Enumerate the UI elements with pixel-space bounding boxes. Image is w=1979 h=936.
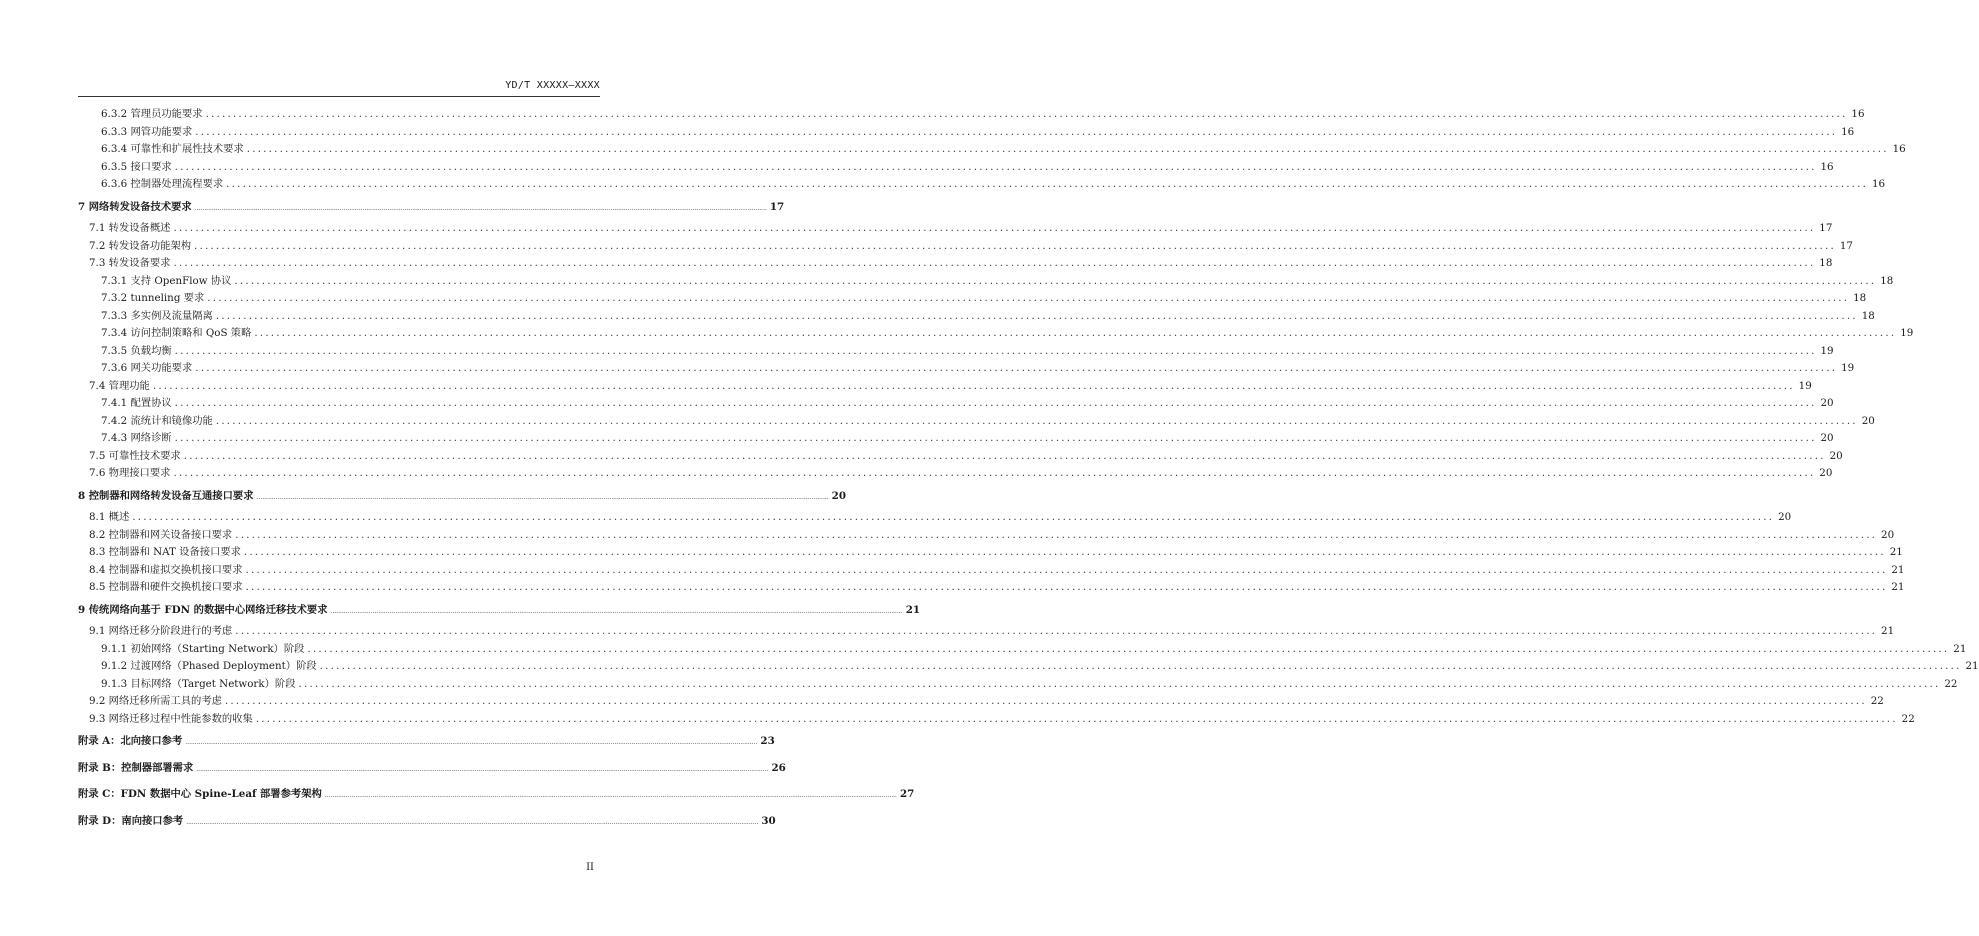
toc-entry-page: 20 bbox=[1820, 397, 1834, 409]
toc-leader-dots: ............................................................................................................................................................................................................................................................................................................ bbox=[235, 625, 1878, 637]
toc-leader-dots: ............................................................................................................................................................................................................................................................................................................ bbox=[174, 344, 1817, 357]
toc-leader-dots: ............................................................................................................................................................................................................................................................................................................ bbox=[234, 274, 1877, 287]
toc-entry-page: 22 bbox=[1944, 677, 1958, 690]
toc-entry[interactable] bbox=[78, 755, 786, 782]
toc-entry[interactable] bbox=[78, 509, 1792, 527]
toc-leader-dots: ............................................................................................................................................................................................................................................................................................................ bbox=[173, 467, 1816, 479]
toc-entry-page: 20 bbox=[1829, 449, 1843, 462]
toc-leader-dots: ............................................................................................................................................................................................................................................................................................................ bbox=[298, 677, 1941, 690]
toc-entry-title: 7.5 可靠性技术要求 bbox=[89, 449, 181, 462]
toc-entry[interactable] bbox=[78, 413, 1875, 431]
page-number: II bbox=[586, 862, 594, 873]
toc-entry-title: 7.3.3 多实例及流量隔离 bbox=[101, 309, 213, 322]
toc-entry[interactable] bbox=[78, 641, 1967, 659]
toc-entry-title: 9 传统网络向基于 FDN 的数据中心网络迁移技术要求 bbox=[78, 603, 328, 616]
toc-entry-page: 19 bbox=[1841, 362, 1855, 374]
toc-entry-page: 17 bbox=[769, 200, 785, 213]
toc-leader-dots: ............................................................................................................................................................................................................................................................................................................ bbox=[307, 642, 1950, 655]
toc-entry-page: 20 bbox=[1819, 467, 1833, 479]
toc-entry-title: 7.4.2 流统计和镜像功能 bbox=[101, 414, 213, 427]
toc-leader-dots: ............................................................................................................................................................................................................................................................................................................ bbox=[194, 204, 767, 212]
toc-entry-title: 附录 A：北向接口参考 bbox=[78, 735, 183, 747]
toc-leader-dots: ............................................................................................................................................................................................................................................................................................................ bbox=[194, 239, 1836, 252]
toc-entry-page: 16 bbox=[1851, 108, 1865, 120]
toc-entry-title: 8.5 控制器和硬件交换机接口要求 bbox=[89, 581, 243, 593]
toc-entry-page: 18 bbox=[1819, 257, 1833, 269]
toc-entry[interactable] bbox=[78, 676, 1958, 694]
toc-entry-page: 17 bbox=[1819, 222, 1833, 234]
toc-entry[interactable] bbox=[78, 711, 1915, 729]
toc-entry-title: 7.2 转发设备功能架构 bbox=[89, 239, 192, 252]
toc-leader-dots: ............................................................................................................................................................................................................................................................................................................ bbox=[174, 432, 1817, 444]
toc-leader-dots: ............................................................................................................................................................................................................................................................................................................ bbox=[207, 292, 1850, 304]
toc-entry[interactable] bbox=[78, 176, 1886, 194]
toc-entry[interactable] bbox=[78, 255, 1833, 273]
toc-entry-title: 8.4 控制器和虚拟交换机接口要求 bbox=[89, 563, 243, 576]
toc-entry-title: 6.3.4 可靠性和扩展性技术要求 bbox=[101, 143, 244, 155]
toc-leader-dots: ............................................................................................................................................................................................................................................................................................................ bbox=[243, 546, 1886, 558]
toc-entry[interactable] bbox=[78, 290, 1867, 308]
toc-entry-title: 附录 D：南向接口参考 bbox=[78, 814, 184, 827]
toc-entry[interactable] bbox=[78, 693, 1884, 711]
toc-entry-title: 7 网络转发设备技术要求 bbox=[78, 200, 192, 213]
toc-leader-dots: ............................................................................................................................................................................................................................................................................................................ bbox=[330, 607, 903, 615]
toc-leader-dots: ............................................................................................................................................................................................................................................................................................................ bbox=[235, 528, 1878, 541]
toc-entry-title: 7.4.1 配置协议 bbox=[101, 397, 172, 409]
toc-leader-dots: ............................................................................................................................................................................................................................................................................................................ bbox=[226, 178, 1869, 190]
toc-entry-title: 9.1.1 初始网络（Starting Network）阶段 bbox=[101, 642, 305, 655]
toc-entry[interactable] bbox=[78, 106, 1865, 124]
toc-entry-page: 18 bbox=[1853, 292, 1867, 304]
toc-leader-dots: ............................................................................................................................................................................................................................................................................................................ bbox=[224, 695, 1867, 707]
toc-entry[interactable] bbox=[78, 194, 785, 221]
toc-entry[interactable] bbox=[78, 360, 1855, 378]
table-of-contents bbox=[78, 106, 1979, 834]
toc-entry-title: 7.1 转发设备概述 bbox=[89, 222, 171, 234]
toc-entry-page: 19 bbox=[1900, 327, 1914, 339]
toc-entry[interactable] bbox=[78, 562, 1905, 580]
toc-leader-dots: ............................................................................................................................................................................................................................................................................................................ bbox=[185, 739, 758, 746]
toc-entry-page: 27 bbox=[899, 788, 915, 800]
toc-entry[interactable] bbox=[78, 544, 1903, 562]
toc-entry-title: 9.1.2 过渡网络（Phased Deployment）阶段 bbox=[101, 660, 317, 672]
toc-entry-title: 7.3.1 支持 OpenFlow 协议 bbox=[101, 274, 232, 287]
toc-entry-title: 6.3.5 接口要求 bbox=[101, 160, 172, 173]
toc-entry-page: 21 bbox=[1889, 546, 1903, 558]
toc-leader-dots: ............................................................................................................................................................................................................................................................................................................ bbox=[256, 493, 829, 501]
toc-entry-page: 16 bbox=[1892, 143, 1906, 155]
toc-leader-dots: ............................................................................................................................................................................................................................................................................................................ bbox=[195, 362, 1838, 374]
toc-entry-title: 7.3 转发设备要求 bbox=[89, 257, 171, 269]
toc-leader-dots: ............................................................................................................................................................................................................................................................................................................ bbox=[254, 327, 1897, 339]
toc-entry-page: 18 bbox=[1861, 309, 1875, 322]
toc-entry-page: 16 bbox=[1841, 125, 1855, 138]
toc-entry[interactable] bbox=[78, 159, 1834, 177]
toc-entry-title: 8.3 控制器和 NAT 设备接口要求 bbox=[89, 546, 241, 558]
toc-entry-page: 21 bbox=[1891, 563, 1905, 576]
toc-leader-dots: ............................................................................................................................................................................................................................................................................................................ bbox=[152, 379, 1795, 392]
toc-leader-dots: ............................................................................................................................................................................................................................................................................................................ bbox=[196, 765, 769, 773]
toc-entry-page: 22 bbox=[1870, 695, 1884, 707]
toc-entry[interactable] bbox=[78, 597, 921, 624]
toc-entry[interactable] bbox=[78, 308, 1875, 326]
toc-entry-page: 16 bbox=[1820, 160, 1834, 173]
toc-leader-dots: ............................................................................................................................................................................................................................................................................................................ bbox=[215, 414, 1858, 427]
toc-entry[interactable] bbox=[78, 527, 1895, 545]
toc-entry[interactable] bbox=[78, 728, 775, 755]
toc-entry-page: 22 bbox=[1901, 712, 1915, 725]
toc-entry[interactable] bbox=[78, 808, 776, 835]
toc-leader-dots: ............................................................................................................................................................................................................................................................................................................ bbox=[245, 563, 1888, 576]
toc-entry[interactable] bbox=[78, 141, 1906, 159]
toc-leader-dots: ............................................................................................................................................................................................................................................................................................................ bbox=[186, 818, 759, 826]
header-rule bbox=[78, 96, 600, 97]
toc-entry-title: 附录 B：控制器部署需求 bbox=[78, 761, 194, 774]
toc-entry-title: 7.4.3 网络诊断 bbox=[101, 432, 172, 444]
toc-entry-page: 20 bbox=[1820, 432, 1834, 444]
toc-entry-title: 8 控制器和网络转发设备互通接口要求 bbox=[78, 489, 254, 502]
toc-entry-title: 6.3.6 控制器处理流程要求 bbox=[101, 178, 224, 190]
toc-entry-title: 6.3.3 网管功能要求 bbox=[101, 125, 193, 138]
toc-entry-title: 7.3.4 访问控制策略和 QoS 策略 bbox=[101, 327, 252, 339]
toc-entry-page: 30 bbox=[761, 814, 776, 827]
toc-entry-title: 7.4 管理功能 bbox=[89, 379, 150, 392]
toc-leader-dots: ............................................................................................................................................................................................................................................................................................................ bbox=[215, 309, 1858, 322]
toc-leader-dots: ............................................................................................................................................................................................................................................................................................................ bbox=[132, 511, 1775, 523]
toc-entry[interactable] bbox=[78, 465, 1833, 483]
toc-entry-page: 21 bbox=[1965, 660, 1979, 672]
toc-entry[interactable] bbox=[78, 448, 1843, 466]
toc-entry-page: 20 bbox=[1778, 511, 1792, 523]
toc-entry[interactable] bbox=[78, 238, 1853, 256]
toc-entry-title: 6.3.2 管理员功能要求 bbox=[101, 108, 203, 120]
toc-entry[interactable] bbox=[78, 124, 1855, 142]
toc-entry-title: 7.3.5 负载均衡 bbox=[101, 344, 172, 357]
toc-entry-page: 19 bbox=[1820, 344, 1834, 357]
toc-leader-dots: ............................................................................................................................................................................................................................................................................................................ bbox=[173, 222, 1816, 234]
toc-entry-page: 19 bbox=[1798, 379, 1812, 392]
toc-leader-dots: ............................................................................................................................................................................................................................................................................................................ bbox=[255, 712, 1898, 725]
toc-entry-page: 21 bbox=[1891, 581, 1905, 593]
toc-entry-page: 23 bbox=[760, 735, 775, 747]
toc-entry-title: 8.1 概述 bbox=[89, 511, 130, 523]
toc-leader-dots: ............................................................................................................................................................................................................................................................................................................ bbox=[246, 143, 1889, 155]
toc-entry-page: 20 bbox=[831, 489, 847, 502]
toc-entry-title: 7.3.6 网关功能要求 bbox=[101, 362, 193, 374]
toc-entry[interactable] bbox=[78, 273, 1894, 291]
toc-entry[interactable] bbox=[78, 378, 1812, 396]
toc-entry[interactable] bbox=[78, 430, 1834, 448]
toc-leader-dots: ............................................................................................................................................................................................................................................................................................................ bbox=[319, 660, 1962, 672]
toc-entry-page: 20 bbox=[1861, 414, 1875, 427]
toc-entry-title: 9.1.3 目标网络（Target Network）阶段 bbox=[101, 677, 296, 690]
toc-entry-title: 9.3 网络迁移过程中性能参数的收集 bbox=[89, 712, 253, 725]
toc-entry-title: 7.6 物理接口要求 bbox=[89, 467, 171, 479]
toc-entry[interactable] bbox=[78, 623, 1895, 641]
toc-entry-title: 9.2 网络迁移所需工具的考虑 bbox=[89, 695, 222, 707]
toc-entry[interactable] bbox=[78, 579, 1905, 597]
toc-entry-page: 17 bbox=[1839, 239, 1853, 252]
toc-entry[interactable] bbox=[78, 343, 1834, 361]
toc-entry-title: 附录 C：FDN 数据中心 Spine-Leaf 部署参考架构 bbox=[78, 788, 322, 800]
toc-leader-dots: ............................................................................................................................................................................................................................................................................................................ bbox=[195, 125, 1838, 138]
toc-entry[interactable] bbox=[78, 325, 1914, 343]
toc-leader-dots: ............................................................................................................................................................................................................................................................................................................ bbox=[173, 257, 1816, 269]
toc-entry-page: 21 bbox=[905, 603, 921, 616]
toc-entry-page: 16 bbox=[1871, 178, 1886, 190]
toc-entry-page: 18 bbox=[1880, 274, 1894, 287]
toc-entry-page: 21 bbox=[1881, 625, 1895, 637]
toc-entry[interactable] bbox=[78, 483, 847, 510]
toc-leader-dots: ............................................................................................................................................................................................................................................................................................................ bbox=[174, 160, 1817, 173]
document-id-header: YD/T XXXXX—XXXX bbox=[505, 80, 600, 91]
toc-entry[interactable] bbox=[78, 220, 1833, 238]
toc-entry-page: 21 bbox=[1953, 642, 1967, 655]
toc-entry[interactable] bbox=[78, 395, 1834, 413]
toc-leader-dots: ............................................................................................................................................................................................................................................................................................................ bbox=[245, 581, 1888, 593]
toc-leader-dots: ............................................................................................................................................................................................................................................................................................................ bbox=[183, 449, 1826, 462]
toc-entry-page: 20 bbox=[1881, 528, 1895, 541]
toc-entry-title: 7.3.2 tunneling 要求 bbox=[101, 292, 205, 304]
toc-entry-title: 8.2 控制器和网关设备接口要求 bbox=[89, 528, 233, 541]
toc-leader-dots: ............................................................................................................................................................................................................................................................................................................ bbox=[174, 397, 1817, 409]
toc-leader-dots: ............................................................................................................................................................................................................................................................................................................ bbox=[324, 792, 897, 799]
toc-entry-page: 26 bbox=[771, 761, 786, 774]
toc-entry[interactable] bbox=[78, 781, 915, 808]
toc-entry-title: 9.1 网络迁移分阶段进行的考虑 bbox=[89, 625, 233, 637]
toc-entry[interactable] bbox=[78, 658, 1979, 676]
toc-leader-dots: ............................................................................................................................................................................................................................................................................................................ bbox=[205, 108, 1848, 120]
